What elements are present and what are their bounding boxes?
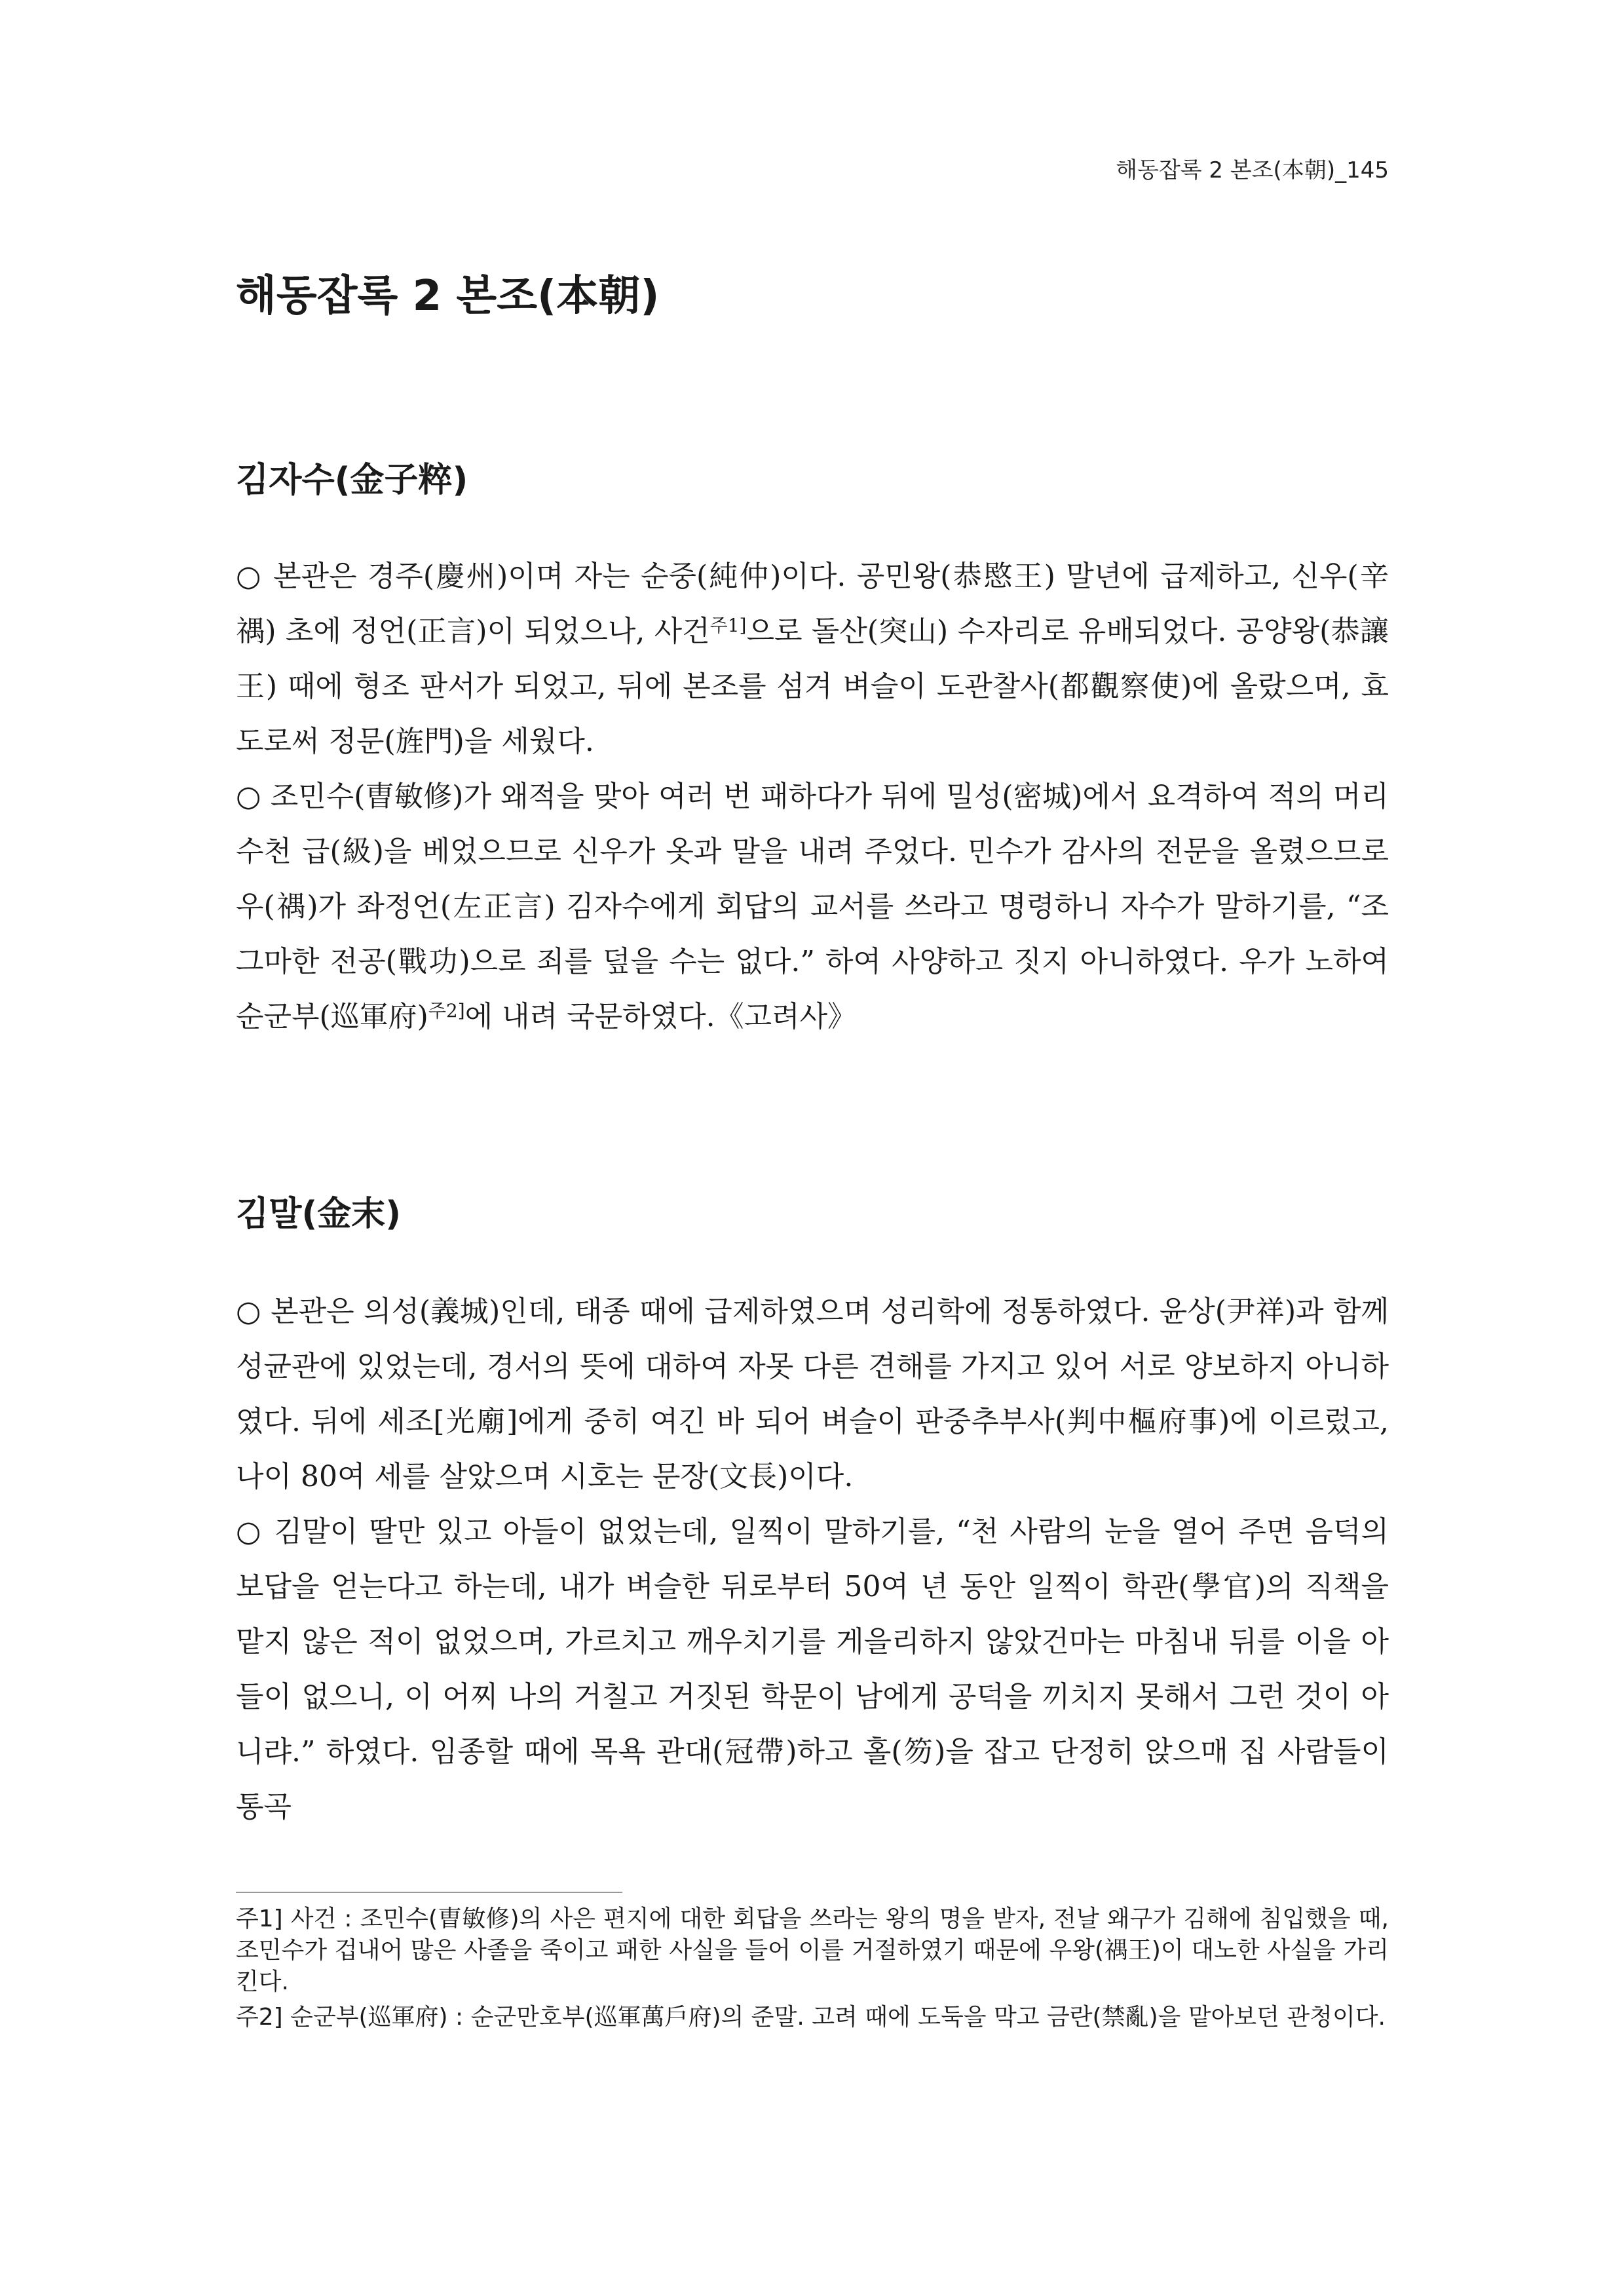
footnotes <box>236 1904 1389 2037</box>
paragraph-text: ○ 조민수(曺敏修)가 왜적을 맞아 여러 번 패하다가 뒤에 밀성(密城)에서 요격하여 적의 머리 수천 급(級)을 베었으므로 신우가 옷과 말을 내려 주었다. 민수가 감사의 전문을 올렸으므로 우(禑)가 좌정언(左正言) 김자수에게 회답의 교서를 쓰라고 명령하니 자수가 말하기를, “조그마한 전공(戰功)으로 죄를 덮을 수는 없다.” 하여 사양하고 짓지 아니하였다. 우가 노하여 순군부(巡軍府) <box>236 780 1389 1033</box>
paragraph-text: ○ 본관은 의성(義城)인데, 태종 때에 급제하였으며 성리학에 정통하였다. 윤상(尹祥)과 함께 성균관에 있었는데, 경서의 뜻에 대하여 자못 다른 견해를 가지고 있어 서로 양보하지 아니하였다. 뒤에 세조[光廟]에게 중히 여긴 바 되어 벼슬이 판중추부사(判中樞府事)에 이르렀고, 나이 80여 세를 살았으며 시호는 문장(文長)이다. <box>236 1295 1389 1493</box>
chapter-title: 해동잡록 2 본조(本朝) <box>236 272 660 320</box>
section-body-kim-jasu <box>236 549 1389 1044</box>
footnote-ref-1[interactable]: 주1] <box>709 615 747 636</box>
section-body-kim-mal <box>236 1284 1389 1835</box>
section-title-kim-jasu: 김자수(金子粹) <box>236 461 468 500</box>
paragraph <box>236 1504 1389 1835</box>
paragraph <box>236 1284 1389 1504</box>
paragraph-text: 에 내려 국문하였다.《고려사》 <box>464 1000 857 1033</box>
paragraph-text: 으로 돌산(突山) 수자리로 유배되었다. 공양왕(恭讓王) 때에 형조 판서가 되었고, 뒤에 본조를 섬겨 벼슬이 도관찰사(都觀察使)에 올랐으며, 효도로써 정문(旌門)을 세웠다. <box>236 615 1389 758</box>
running-header: 해동잡록 2 본조(本朝)_145 <box>1116 157 1389 183</box>
footnote-1: 주1] 사건 : 조민수(曺敏修)의 사은 편지에 대한 회답을 쓰라는 왕의 명을 받자, 전날 왜구가 김해에 침입했을 때, 조민수가 겁내어 많은 사졸을 죽이고 패한 사실을 들어 이를 거절하였기 때문에 우왕(禑王)이 대노한 사실을 가리킨다. <box>236 1905 1389 1995</box>
paragraph <box>236 549 1389 769</box>
paragraph-text: ○ 본관은 경주(慶州)이며 자는 순중(純仲)이다. 공민왕(恭愍王) 말년에 급제하고, 신우(辛禑) 초에 정언(正言)이 되었으나, 사건 <box>236 560 1389 648</box>
footnote-2: 주2] 순군부(巡軍府) : 순군만호부(巡軍萬戶府)의 준말. 고려 때에 도둑을 막고 금란(禁亂)을 맡아보던 관청이다. <box>236 2004 1386 2031</box>
paragraph <box>236 769 1389 1044</box>
paragraph-text: ○ 김말이 딸만 있고 아들이 없었는데, 일찍이 말하기를, “천 사람의 눈을 열어 주면 음덕의 보답을 얻는다고 하는데, 내가 벼슬한 뒤로부터 50여 년 동안 일찍이 학관(學官)의 직책을 맡지 않은 적이 없었으며, 가르치고 깨우치기를 게을리하지 않았건마는 마침내 뒤를 이을 아들이 없으니, 이 어찌 나의 거칠고 거짓된 학문이 남에게 공덕을 끼치지 못해서 그런 것이 아니랴.” 하였다. 임종할 때에 목욕 관대(冠帶)하고 홀(笏)을 잡고 단정히 앉으매 집 사람들이 통곡 <box>236 1515 1389 1824</box>
document-page <box>236 0 1389 2296</box>
section-title-kim-mal: 김말(金末) <box>236 1195 401 1234</box>
footnote-divider <box>236 1892 622 1893</box>
footnote-ref-2[interactable]: 주2] <box>428 1000 465 1022</box>
